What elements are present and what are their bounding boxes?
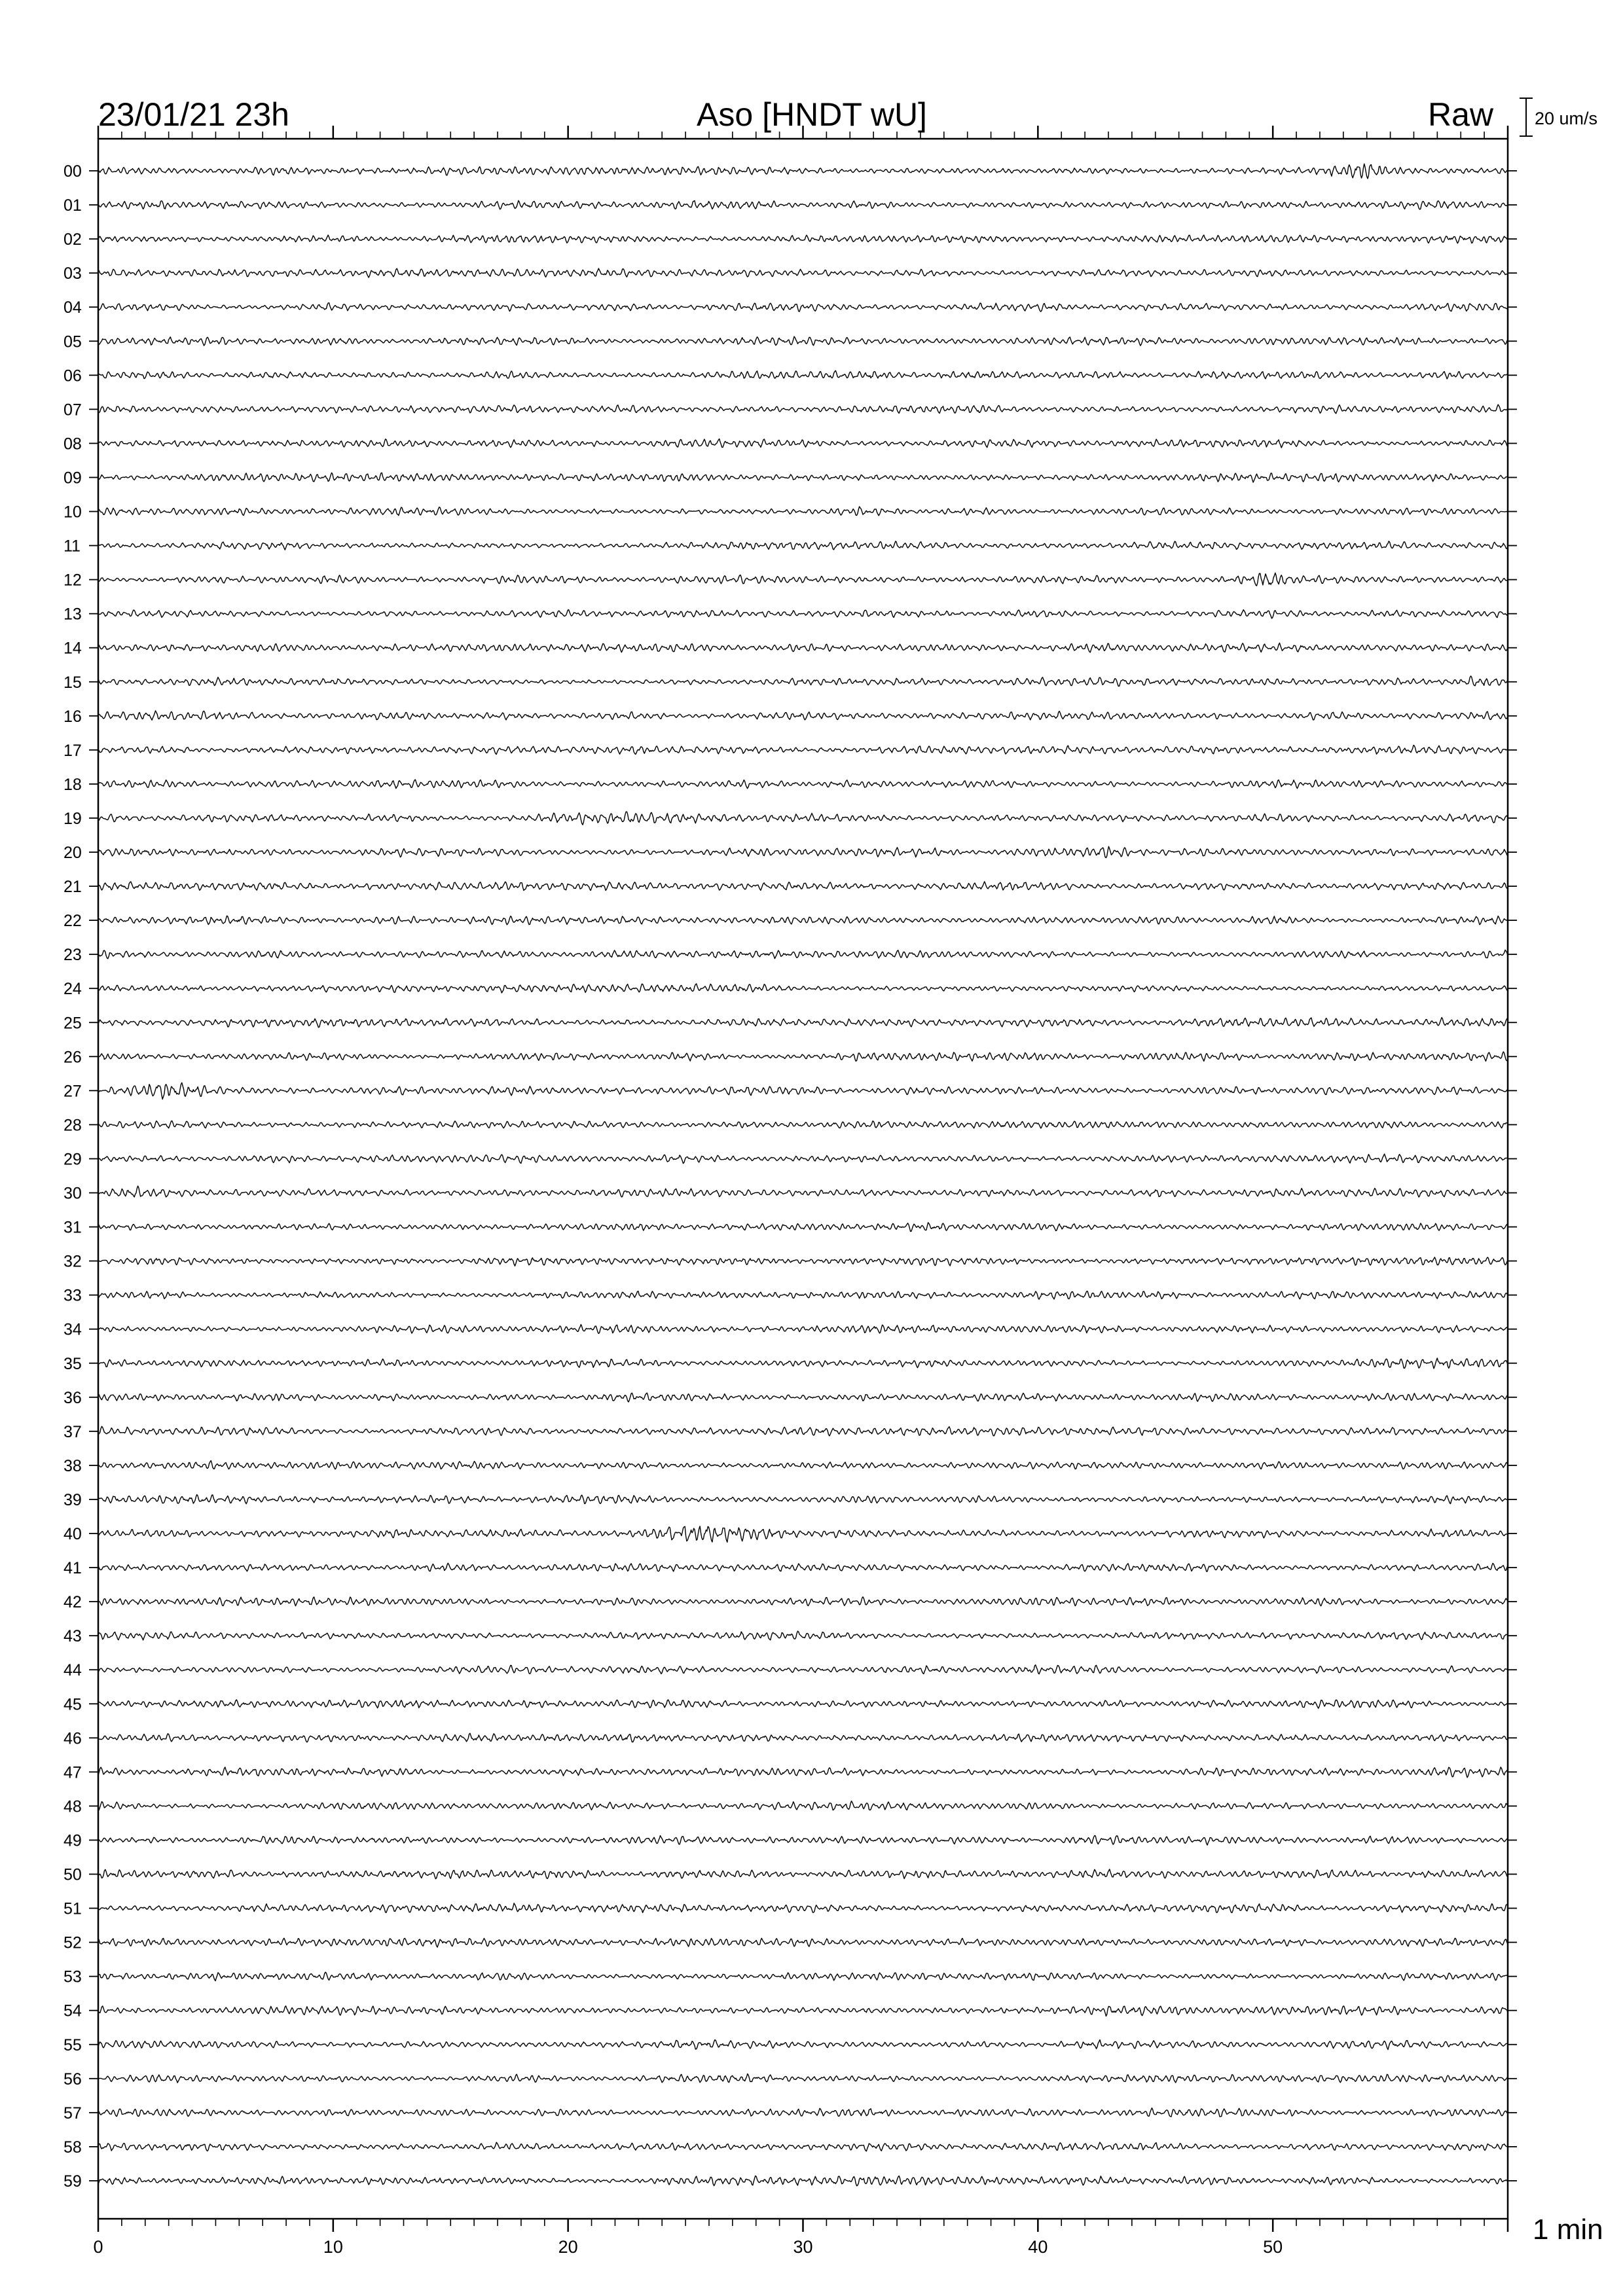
trace-row-03 (98, 268, 1508, 278)
row-label: 17 (64, 741, 82, 760)
trace-row-15 (98, 676, 1508, 687)
trace-row-20 (98, 846, 1508, 857)
trace-row-22 (98, 916, 1508, 925)
trace-row-58 (98, 2142, 1508, 2151)
trace-row-19 (98, 812, 1508, 825)
trace-row-34 (98, 1325, 1508, 1334)
row-label: 49 (64, 1831, 82, 1850)
row-label: 25 (64, 1014, 82, 1033)
row-label: 36 (64, 1388, 82, 1407)
row-label: 26 (64, 1048, 82, 1067)
row-label: 33 (64, 1286, 82, 1305)
trace-row-40 (98, 1526, 1508, 1543)
row-label: 18 (64, 775, 82, 794)
row-label: 55 (64, 2036, 82, 2054)
row-label: 45 (64, 1695, 82, 1714)
row-label: 43 (64, 1627, 82, 1646)
row-label: 46 (64, 1729, 82, 1748)
amplitude-scale-label: 20 um/s (1535, 109, 1598, 128)
row-label: 39 (64, 1490, 82, 1509)
trace-row-06 (98, 370, 1508, 379)
row-label: 05 (64, 332, 82, 351)
row-label: 24 (64, 980, 82, 999)
x-tick-label: 50 (1263, 2237, 1283, 2257)
trace-row-29 (98, 1154, 1508, 1163)
row-label: 21 (64, 878, 82, 897)
trace-row-32 (98, 1257, 1508, 1266)
trace-row-23 (98, 950, 1508, 959)
trace-row-46 (98, 1733, 1508, 1742)
row-label: 58 (64, 2138, 82, 2157)
row-label: 16 (64, 707, 82, 726)
x-tick-label: 30 (793, 2237, 813, 2257)
trace-row-39 (98, 1495, 1508, 1504)
trace-row-33 (98, 1291, 1508, 1300)
trace-row-41 (98, 1563, 1508, 1571)
trace-row-31 (98, 1223, 1508, 1232)
chart-title: Aso [HNDT wU] (697, 96, 927, 133)
row-label: 53 (64, 1967, 82, 1986)
x-tick-label: 40 (1028, 2237, 1048, 2257)
trace-row-18 (98, 780, 1508, 788)
trace-row-50 (98, 1869, 1508, 1879)
row-label: 29 (64, 1150, 82, 1169)
row-label: 57 (64, 2104, 82, 2123)
row-label: 11 (64, 537, 81, 556)
row-label: 35 (64, 1354, 82, 1373)
trace-row-05 (98, 336, 1508, 346)
row-label: 32 (64, 1252, 82, 1271)
trace-row-11 (98, 541, 1508, 550)
trace-row-42 (98, 1597, 1508, 1606)
row-label: 34 (64, 1320, 82, 1339)
amplitude-scale-bar (1520, 98, 1533, 136)
trace-row-59 (98, 2176, 1508, 2185)
row-label: 59 (64, 2172, 82, 2191)
trace-row-38 (98, 1461, 1508, 1469)
row-label: 13 (64, 605, 82, 624)
row-label: 12 (64, 571, 82, 590)
row-label: 48 (64, 1797, 82, 1816)
trace-group (98, 164, 1508, 2186)
row-label: 41 (64, 1559, 82, 1578)
row-label: 31 (64, 1218, 82, 1237)
row-label: 44 (64, 1661, 82, 1680)
row-label: 15 (64, 673, 82, 692)
row-label: 51 (64, 1899, 82, 1918)
row-label: 10 (64, 503, 82, 522)
row-label: 07 (64, 401, 82, 420)
row-label: 37 (64, 1422, 82, 1441)
row-label: 54 (64, 2001, 82, 2020)
trace-row-14 (98, 643, 1508, 652)
row-label: 40 (64, 1525, 82, 1543)
trace-row-09 (98, 473, 1508, 482)
trace-row-16 (98, 711, 1508, 720)
trace-row-21 (98, 882, 1508, 891)
trace-row-56 (98, 2074, 1508, 2083)
x-tick-label: 0 (93, 2237, 103, 2257)
trace-row-17 (98, 745, 1508, 755)
row-label: 27 (64, 1082, 82, 1101)
row-label: 23 (64, 946, 82, 965)
trace-row-47 (98, 1767, 1508, 1778)
row-label: 50 (64, 1865, 82, 1884)
trace-row-24 (98, 984, 1508, 993)
trace-row-13 (98, 610, 1508, 619)
trace-row-36 (98, 1393, 1508, 1402)
row-label: 52 (64, 1933, 82, 1952)
trace-row-00 (98, 164, 1508, 179)
trace-row-55 (98, 2040, 1508, 2050)
trace-row-57 (98, 2108, 1508, 2117)
trace-row-49 (98, 1836, 1508, 1846)
row-label: 22 (64, 912, 82, 931)
row-label: 56 (64, 2070, 82, 2089)
trace-row-43 (98, 1631, 1508, 1640)
mode-label: Raw (1427, 96, 1493, 133)
trace-row-44 (98, 1665, 1508, 1674)
row-label: 14 (64, 639, 82, 658)
x-tick-label: 10 (323, 2237, 343, 2257)
row-label: 42 (64, 1593, 82, 1612)
row-label: 08 (64, 435, 82, 454)
trace-row-08 (98, 439, 1508, 448)
trace-row-12 (98, 573, 1508, 586)
x-axis-unit-label: 1 min (1533, 2214, 1603, 2246)
trace-row-35 (98, 1358, 1508, 1369)
trace-row-52 (98, 1938, 1508, 1947)
trace-row-04 (98, 303, 1508, 312)
row-label: 02 (64, 230, 82, 249)
row-label: 00 (64, 162, 82, 181)
row-label: 28 (64, 1116, 82, 1135)
trace-row-37 (98, 1426, 1508, 1436)
row-label: 01 (64, 196, 82, 215)
trace-row-30 (98, 1186, 1508, 1197)
trace-row-10 (98, 507, 1508, 516)
row-label: 38 (64, 1456, 82, 1475)
trace-row-27 (98, 1083, 1508, 1099)
row-label: 19 (64, 809, 82, 828)
trace-row-26 (98, 1052, 1508, 1061)
trace-row-28 (98, 1121, 1508, 1128)
trace-row-53 (98, 1972, 1508, 1981)
row-label: 47 (64, 1763, 82, 1782)
row-label: 06 (64, 367, 82, 386)
row-label: 30 (64, 1184, 82, 1203)
x-tick-label: 20 (558, 2237, 578, 2257)
trace-row-02 (98, 235, 1508, 243)
row-label: 20 (64, 844, 82, 862)
row-label: 09 (64, 469, 82, 488)
trace-row-45 (98, 1700, 1508, 1708)
row-label: 03 (64, 264, 82, 283)
trace-row-07 (98, 404, 1508, 414)
row-label: 04 (64, 298, 82, 317)
trace-row-48 (98, 1801, 1508, 1811)
trace-row-01 (98, 201, 1508, 209)
date-hour-label: 23/01/21 23h (98, 96, 289, 133)
trace-row-54 (98, 2006, 1508, 2017)
trace-row-51 (98, 1903, 1508, 1913)
trace-row-25 (98, 1018, 1508, 1028)
